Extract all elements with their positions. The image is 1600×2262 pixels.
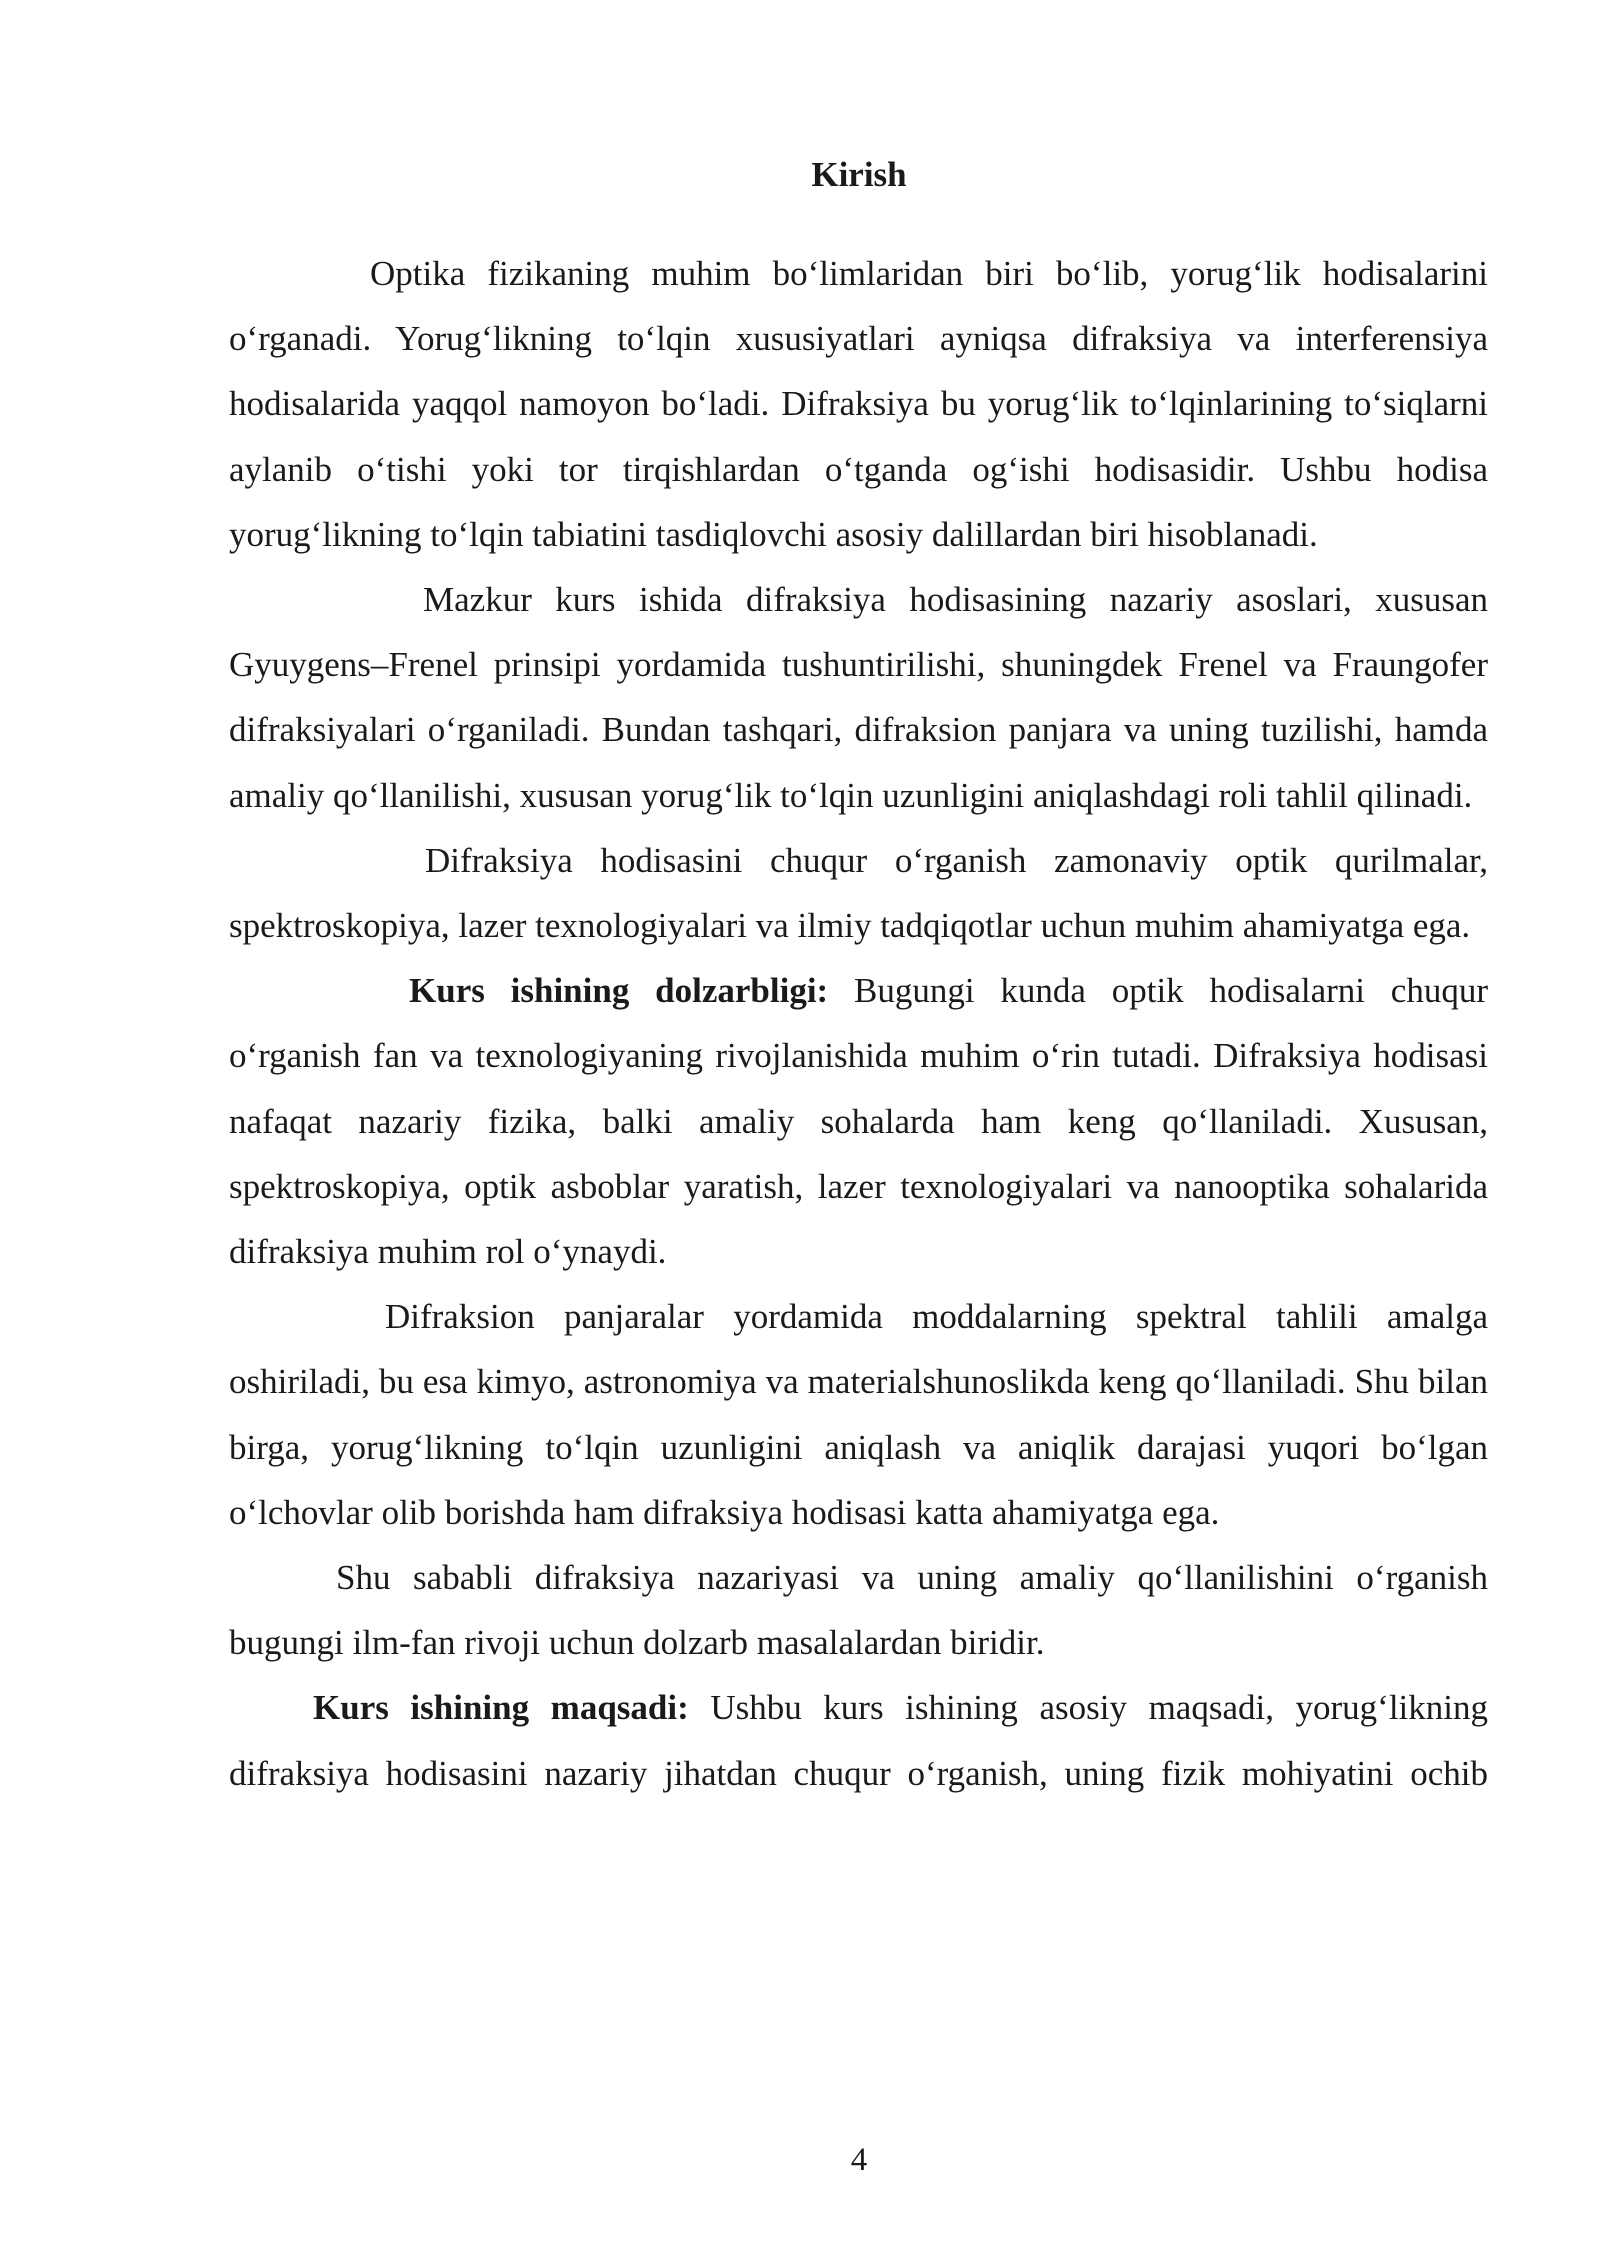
paragraph-text: Optika fizikaning muhim bo‘limlaridan biri bo‘lib, yorug‘lik hodisalarini o‘rganadi. Yorug‘likning to‘lqin xususiyatlari ayniqsa difraksiya va interferensiya hodisalarida yaqqol namoyon bo‘ladi. Difraksiya bu yorug‘lik to‘lqinlarining to‘siqlarni aylanib o‘tishi yoki tor tirqishlardan o‘tganda og‘ishi hodisasidir. Ushbu hodisa yorug‘likning to‘lqin tabiatini tasdiqlovchi asosiy dalillardan biri hisoblanadi.	[229, 254, 1488, 554]
paragraph-text: Difraksion panjaralar yordamida moddalarning spektral tahlili amalga oshiriladi, bu esa kimyo, astronomiya va materialshunoslikda keng qo‘llaniladi. Shu bilan birga, yorug‘likning to‘lqin uzunligini aniqlash va aniqlik darajasi yuqori bo‘lgan o‘lchovlar olib borishda ham difraksiya hodisasi katta ahamiyatga ega.	[229, 1297, 1488, 1532]
paragraph-relevance	[229, 958, 1488, 1284]
paragraph-heading-relevance: Kurs ishining dolzarbligi:	[409, 971, 829, 1011]
paragraph-intro-optics	[229, 241, 1488, 567]
paragraph-text: Ushbu kurs ishining asosiy maqsadi, yorug‘likning difraksiya hodisasini nazariy jihatdan chuqur o‘rganish, uning fizik mohiyatini ochib	[229, 1688, 1489, 1793]
body-text	[229, 241, 1488, 1806]
page-title: Kirish	[811, 155, 907, 194]
paragraph-text: Shu sababli difraksiya nazariyasi va uning amaliy qo‘llanilishini o‘rganish bugungi ilm-fan rivoji uchun dolzarb masalalardan biridir.	[229, 1558, 1488, 1663]
paragraph-text: Bugungi kunda optik hodisalarni chuqur o‘rganish fan va texnologiyaning rivojlanishida muhim o‘rin tutadi. Difraksiya hodisasi nafaqat nazariy fizika, balki amaliy sohalarda ham keng qo‘llaniladi. Xususan, spektroskopiya, optik asboblar yaratish, lazer texnologiyalari va nanooptika sohalarida difraksiya muhim rol o‘ynaydi.	[229, 971, 1488, 1272]
paragraph-importance	[229, 828, 1488, 958]
paragraph-gratings	[229, 1284, 1488, 1545]
paragraph-text: Mazkur kurs ishida difraksiya hodisasining nazariy asoslari, xususan Gyuygens–Frenel prinsipi yordamida tushuntirilishi, shuningdek Frenel va Fraungofer difraksiyalari o‘rganiladi. Bundan tashqari, difraksion panjara va uning tuzilishi, hamda amaliy qo‘llanilishi, xususan yorug‘lik to‘lqin uzunligini aniqlashdagi roli tahlil qilinadi.	[229, 580, 1488, 815]
page-number: 4	[850, 2142, 868, 2178]
paragraph-heading-goal: Kurs ishining maqsadi:	[313, 1688, 689, 1728]
paragraph-conclusion	[229, 1545, 1488, 1675]
paragraph-text: Difraksiya hodisasini chuqur o‘rganish zamonaviy optik qurilmalar, spektroskopiya, lazer texnologiyalari va ilmiy tadqiqotlar uchun muhim ahamiyatga ega.	[229, 840, 1488, 946]
paragraph-goal	[229, 1675, 1488, 1805]
paragraph-course-scope	[229, 567, 1488, 828]
